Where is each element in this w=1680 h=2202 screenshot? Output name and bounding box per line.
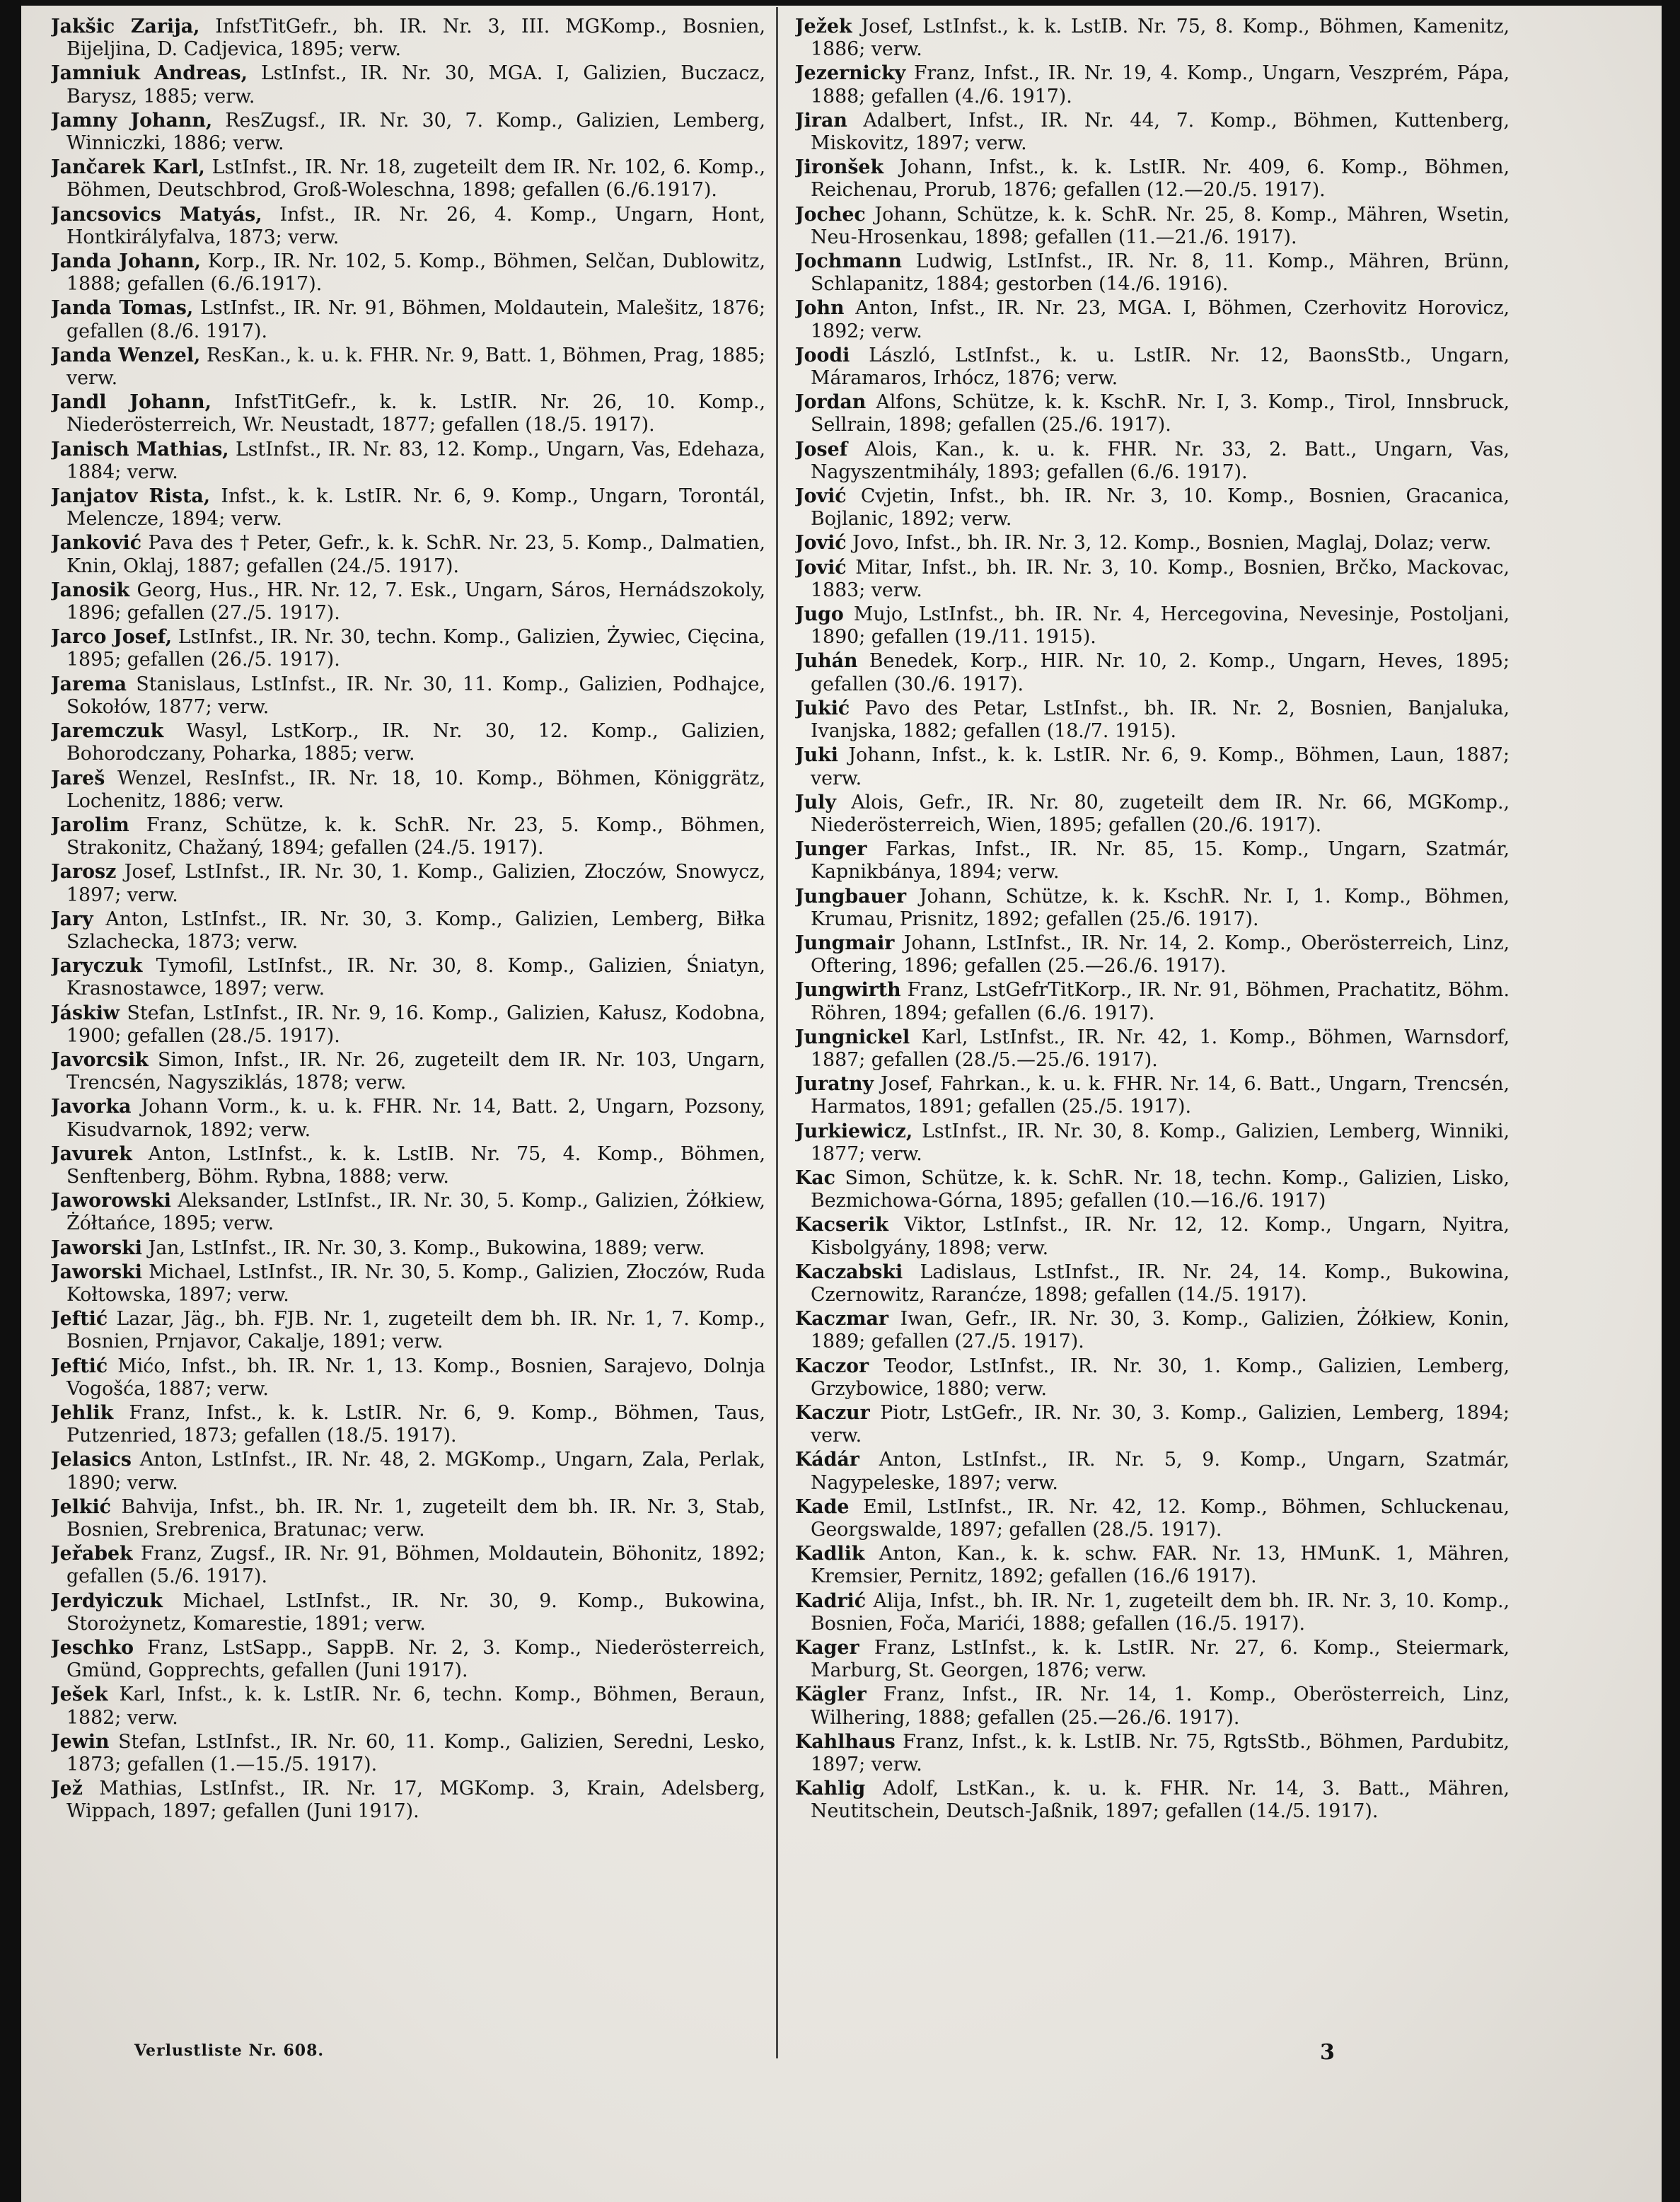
entry-name: Jamny Johann, [51,109,213,132]
entry-name: Jareš [51,767,105,789]
entry-name: Juhán [795,650,858,673]
entry-name: Jungwirth [795,979,901,1002]
entry-details: Mujo, LstInfst., bh. IR. Nr. 4, Hercegovina, Nevesinje, Postoljani, 1890; gefallen (19./11. 1915). [811,603,1510,649]
scan-border-top [0,0,1680,6]
entry-name: Jaryczuk [51,955,143,978]
entry-name: Jamniuk Andreas, [51,62,248,85]
casualty-entry [51,1684,765,1729]
casualty-entry [795,932,1510,978]
entry-details: Ludwig, LstInfst., IR. Nr. 8, 11. Komp., Mähren, Brünn, Schlapanitz, 1884; gestorben (14./6. 1916). [811,250,1510,296]
entry-name: Jakšic Zarija, [51,16,200,37]
casualty-entry [795,156,1510,202]
casualty-entry [795,1026,1510,1072]
casualty-entry [51,1355,765,1401]
casualty-entry [51,673,765,719]
entry-details: Infst., IR. Nr. 26, 4. Komp., Ungarn, Hont, Hontkirályfalva, 1873; verw. [66,203,765,248]
entry-name: Jaremczuk [51,720,164,743]
entry-details: LstInfst., IR. Nr. 30, 8. Komp., Galizien, Lemberg, Winniki, 1877; verw. [811,1120,1510,1165]
entry-name: Jewin [51,1730,110,1753]
entry-name: Jungbauer [795,885,907,908]
casualty-entry [51,1261,765,1306]
entry-details: Johann, Infst., k. k. LstIR. Nr. 6, 9. Komp., Böhmen, Laun, 1887; verw. [811,744,1510,789]
entry-details: Anton, Infst., IR. Nr. 23, MGA. I, Böhmen, Czerhovitz Horovicz, 1892; verw. [811,297,1510,342]
entry-name: Jarosz [51,861,117,883]
entry-details: Emil, LstInfst., IR. Nr. 42, 12. Komp., Böhmen, Schluckenau, Georgswalde, 1897; gefallen (28./5. 1917). [811,1495,1510,1541]
entry-details: Adolf, LstKan., k. u. k. FHR. Nr. 14, 3. Batt., Mähren, Neutitschein, Deutsch-Jaßnik, 1897; gefallen (14./5. 1917). [811,1778,1510,1823]
entry-name: Jarema [51,673,127,695]
casualty-entry [795,1496,1510,1541]
entry-name: Jukić [795,697,850,719]
entry-details: Stefan, LstInfst., IR. Nr. 9, 16. Komp., Galizien, Kałusz, Kodobna, 1900; gefallen (28./5. 1917). [66,1002,765,1047]
casualty-entry [795,204,1510,249]
casualty-entry [51,1778,765,1823]
casualty-entry [795,1637,1510,1682]
entry-name: Kahlig [795,1778,866,1800]
entry-name: Jović [795,532,847,555]
entry-details: Cvjetin, Infst., bh. IR. Nr. 3, 10. Komp., Bosnien, Gracanica, Bojlanic, 1892; verw. [811,485,1510,531]
casualty-entry [795,1355,1510,1401]
entry-name: Jeftić [51,1308,108,1331]
casualty-entry [51,814,765,859]
casualty-entry [795,439,1510,484]
entry-details: Johann, Infst., k. k. LstIR. Nr. 409, 6. Komp., Böhmen, Reichenau, Prorub, 1876; gefallen (12.—20./5. 1917). [811,156,1510,202]
casualty-entry [795,1120,1510,1166]
entry-name: Jironšek [795,156,884,179]
entry-details: Iwan, Gefr., IR. Nr. 30, 3. Komp., Galizien, Żółkiew, Konin, 1889; gefallen (27./5. 1917). [811,1308,1510,1353]
casualty-entry [795,1308,1510,1353]
entry-details: Wenzel, ResInfst., IR. Nr. 18, 10. Komp., Böhmen, Königgrätz, Lochenitz, 1886; verw. [66,767,765,812]
entry-name: Kaczmar [795,1308,889,1331]
entry-name: Jungmair [795,932,895,954]
casualty-entry [795,1731,1510,1776]
casualty-entry [51,110,765,155]
entry-details: ResKan., k. u. k. FHR. Nr. 9, Batt. 1, Böhmen, Prag, 1885; verw. [66,344,765,390]
casualty-entry [795,1543,1510,1588]
entry-details: Karl, Infst., k. k. LstIR. Nr. 6, techn. Komp., Böhmen, Beraun, 1882; verw. [66,1684,765,1729]
entry-details: Franz, Zugsf., IR. Nr. 91, Böhmen, Moldautein, Böhonitz, 1892; gefallen (5./6. 1917). [66,1543,765,1588]
entry-name: Jović [795,485,847,508]
casualty-entry [795,16,1510,61]
casualty-entry [51,1590,765,1635]
entry-name: Jeschko [51,1637,134,1659]
entry-name: Jaworski [51,1261,142,1283]
right-column [795,16,1510,2067]
entry-details: Anton, LstInfst., IR. Nr. 48, 2. MGKomp., Ungarn, Zala, Perlak, 1890; verw. [66,1449,765,1494]
casualty-entry [795,697,1510,743]
entry-details: Adalbert, Infst., IR. Nr. 44, 7. Komp., Böhmen, Kuttenberg, Miskovitz, 1897; verw. [811,109,1510,155]
entry-details: Teodor, LstInfst., IR. Nr. 30, 1. Komp., Galizien, Lemberg, Grzybowice, 1880; verw. [811,1355,1510,1400]
entry-details: Anton, LstInfst., k. k. LstIB. Nr. 75, 4. Komp., Böhmen, Senftenberg, Böhm. Rybna, 1888; verw. [66,1142,765,1188]
casualty-entry [51,1049,765,1094]
entry-details: Franz, LstInfst., k. k. LstIR. Nr. 27, 6. Komp., Steiermark, Marburg, St. Georgen, 1876; verw. [811,1637,1510,1682]
casualty-entry [51,908,765,954]
entry-details: LstInfst., IR. Nr. 30, MGA. I, Galizien, Buczacz, Barysz, 1885; verw. [66,62,765,108]
entry-details: Farkas, Infst., IR. Nr. 85, 15. Komp., Ungarn, Szatmár, Kapnikbánya, 1894; verw. [811,838,1510,883]
entry-name: Jović [795,556,847,579]
scan-border-left [0,0,21,2202]
left-column [51,16,765,2067]
casualty-entry [51,1143,765,1188]
entry-details: Simon, Infst., IR. Nr. 26, zugeteilt dem IR. Nr. 103, Ungarn, Trencsén, Nagysziklás, 1878; verw. [66,1048,765,1094]
casualty-entry [795,1073,1510,1118]
entry-details: Josef, LstInfst., k. k. LstIB. Nr. 75, 8. Komp., Böhmen, Kamenitz, 1886; verw. [811,16,1510,61]
casualty-entry [51,1190,765,1235]
casualty-entry [795,62,1510,108]
entry-name: Janosik [51,579,130,601]
entry-name: Kager [795,1637,859,1659]
casualty-entry [51,250,765,296]
casualty-entry [51,1002,765,1048]
entry-name: Josef [795,438,848,460]
entry-details: Stanislaus, LstInfst., IR. Nr. 30, 11. Komp., Galizien, Podhajce, Sokołów, 1877; verw. [66,673,765,718]
entry-details: Alois, Kan., k. u. k. FHR. Nr. 33, 2. Batt., Ungarn, Vas, Nagyszentmihály, 1893; gefallen (6./6. 1917). [811,438,1510,483]
entry-name: Kaczur [795,1401,870,1424]
casualty-entry [51,532,765,577]
entry-details: Jan, LstInfst., IR. Nr. 30, 3. Komp., Bukowina, 1889; verw. [141,1236,705,1259]
casualty-entry [795,1449,1510,1494]
entry-name: Jaworowski [51,1190,171,1212]
entry-name: Jeftić [51,1355,108,1377]
entry-details: Jovo, Infst., bh. IR. Nr. 3, 12. Komp., Bosnien, Maglaj, Dolaz; verw. [846,532,1492,555]
entry-details: Aleksander, LstInfst., IR. Nr. 30, 5. Komp., Galizien, Żółkiew, Żółtańce, 1895; verw. [66,1190,765,1235]
entry-name: Jež [51,1778,83,1800]
casualty-entry [51,62,765,108]
casualty-entry [51,297,765,342]
entry-details: Anton, LstInfst., IR. Nr. 30, 3. Komp., Galizien, Lemberg, Biłka Szlachecka, 1873; verw. [66,908,765,953]
casualty-entry [795,1684,1510,1729]
casualty-entry [51,1096,765,1141]
entry-details: Piotr, LstGefr., IR. Nr. 30, 3. Komp., Galizien, Lemberg, 1894; verw. [811,1401,1510,1447]
entry-details: Karl, LstInfst., IR. Nr. 42, 1. Komp., Böhmen, Warnsdorf, 1887; gefallen (28./5.—25./6. 1917). [811,1026,1510,1071]
casualty-entry [795,297,1510,342]
casualty-entry [795,391,1510,436]
entry-name: Jochmann [795,250,903,273]
casualty-entry [51,1237,765,1260]
casualty-entry [51,1543,765,1588]
entry-name: Juki [795,744,838,767]
entry-name: Ješek [51,1684,108,1706]
casualty-entry [795,1214,1510,1259]
casualty-entry [795,110,1510,155]
entry-name: Jelasics [51,1449,132,1471]
entry-details: Pava des † Peter, Gefr., k. k. SchR. Nr. 23, 5. Komp., Dalmatien, Knin, Oklaj, 1887; gefallen (24./5. 1917). [66,532,765,577]
entry-name: Jarolim [51,813,129,836]
entry-details: Viktor, LstInfst., IR. Nr. 12, 12. Komp., Ungarn, Nyitra, Kisbolgyány, 1898; verw. [811,1214,1510,1259]
entry-name: Janisch Mathias, [51,438,229,460]
casualty-entry [795,344,1510,390]
entry-name: Juratny [795,1073,874,1096]
entry-details: Franz, Schütze, k. k. SchR. Nr. 23, 5. Komp., Böhmen, Strakonitz, Chažaný, 1894; gefallen (24./5. 1917). [66,813,765,859]
entry-name: Janda Johann, [51,250,202,273]
entry-details: Franz, Infst., k. k. LstIR. Nr. 6, 9. Komp., Böhmen, Taus, Putzenried, 1873; gefallen (18./5. 1917). [66,1401,765,1447]
casualty-entry [795,250,1510,296]
entry-details: Bahvija, Infst., bh. IR. Nr. 1, zugeteilt dem bh. IR. Nr. 3, Stab, Bosnien, Srebrenica, Bratunac; verw. [66,1495,765,1541]
casualty-entry [51,720,765,765]
entry-details: Korp., IR. Nr. 102, 5. Komp., Böhmen, Selčan, Dublowitz, 1888; gefallen (6./6.1917). [66,250,765,296]
casualty-entry [51,1308,765,1353]
entry-name: Ježek [795,16,852,37]
entry-name: July [795,791,836,813]
casualty-entry [51,485,765,531]
casualty-entry [795,744,1510,789]
casualty-entry [795,532,1510,555]
entry-details: Franz, Infst., IR. Nr. 19, 4. Komp., Ungarn, Veszprém, Pápa, 1888; gefallen (4./6. 1917). [811,62,1510,108]
column-divider [776,7,778,2058]
entry-details: Tymofil, LstInfst., IR. Nr. 30, 8. Komp., Galizien, Śniatyn, Krasnostawce, 1897; verw. [66,955,765,1000]
entry-name: Janjatov Rista, [51,485,211,508]
entry-details: Anton, LstInfst., IR. Nr. 5, 9. Komp., Ungarn, Szatmár, Nagypeleske, 1897; verw. [811,1449,1510,1494]
entry-name: Jungnickel [795,1026,910,1048]
entry-details: Infst., k. k. LstIR. Nr. 6, 9. Komp., Ungarn, Torontál, Melencze, 1894; verw. [66,485,765,531]
casualty-entry [795,979,1510,1024]
casualty-entry [51,16,765,61]
casualty-entry [795,485,1510,531]
entry-name: Kahlhaus [795,1730,896,1753]
casualty-entry [51,391,765,436]
entry-name: Kaczor [795,1355,869,1377]
entry-name: Junger [795,838,867,861]
entry-details: Michael, LstInfst., IR. Nr. 30, 5. Komp., Galizien, Złoczów, Ruda Kołtowska, 1897; verw. [66,1261,765,1306]
entry-name: Kac [795,1166,835,1189]
entry-details: Johann Vorm., k. u. k. FHR. Nr. 14, Batt. 2, Ungarn, Pozsony, Kisudvarnok, 1892; verw. [66,1096,765,1141]
entry-name: Jochec [795,203,866,226]
entry-details: Anton, Kan., k. k. schw. FAR. Nr. 13, HMunK. 1, Mähren, Kremsier, Pernitz, 1892; gefallen (16./6 1917). [811,1543,1510,1588]
casualty-entry [795,886,1510,931]
entry-details: ResZugsf., IR. Nr. 30, 7. Komp., Galizien, Lemberg, Winniczki, 1886; verw. [66,109,765,155]
entry-name: Kade [795,1495,850,1518]
entry-details: LstInfst., IR. Nr. 83, 12. Komp., Ungarn, Vas, Edehaza, 1884; verw. [66,438,765,483]
entry-name: Janda Tomas, [51,297,194,320]
casualty-entry [51,1637,765,1682]
casualty-entry [795,1261,1510,1306]
entry-details: Josef, Fahrkan., k. u. k. FHR. Nr. 14, 6. Batt., Ungarn, Trencsén, Harmatos, 1891; gefallen (25./5. 1917). [811,1073,1510,1118]
entry-name: Jary [51,908,93,930]
page-number: 3 [1320,2040,1335,2065]
entry-details: Georg, Hus., HR. Nr. 12, 7. Esk., Ungarn, Sáros, Hernádszokoly, 1896; gefallen (27./5. 1917). [66,579,765,625]
entry-name: Jehlik [51,1401,114,1424]
entry-name: Jerdyiczuk [51,1589,163,1612]
casualty-entry [51,955,765,1000]
entry-details: Simon, Schütze, k. k. SchR. Nr. 18, techn. Komp., Galizien, Lisko, Bezmichowa-Górna, 1895; gefallen (10.—16./6. 1917) [811,1166,1510,1212]
entry-name: Jezernicky [795,62,906,85]
casualty-entry [51,861,765,906]
footer-list-number: Verlustliste Nr. 608. [134,2041,325,2060]
casualty-entry [51,767,765,813]
entry-name: Jáskiw [51,1002,120,1024]
casualty-entry [795,792,1510,837]
casualty-entry [51,1731,765,1776]
casualty-entry [51,579,765,625]
entry-name: Janda Wenzel, [51,344,201,366]
entry-name: Jančarek Karl, [51,156,205,179]
entry-details: LstInfst., IR. Nr. 91, Böhmen, Moldautein, Malešitz, 1876; gefallen (8./6. 1917). [66,297,765,342]
entry-details: Mathias, LstInfst., IR. Nr. 17, MGKomp. 3, Krain, Adelsberg, Wippach, 1897; gefallen (Juni 1917). [66,1778,765,1823]
casualty-entry [51,1449,765,1494]
entry-name: Kaczabski [795,1261,903,1283]
entry-name: Joodi [795,344,850,366]
entry-name: Jordan [795,391,867,414]
entry-details: Ladislaus, LstInfst., IR. Nr. 24, 14. Komp., Bukowina, Czernowitz, Raranćze, 1898; gefallen (14./5. 1917). [811,1261,1510,1306]
entry-name: Jaworski [51,1236,142,1259]
entry-name: Kádár [795,1449,859,1471]
entry-name: Kacserik [795,1214,888,1236]
entry-name: Javorcsik [51,1048,149,1071]
entry-name: Jancsovics Matyás, [51,203,262,226]
entry-details: Johann, Schütze, k. k. SchR. Nr. 25, 8. Komp., Mähren, Wsetin, Neu-Hrosenkau, 1898; gefallen (11.—21./6. 1917). [811,203,1510,248]
entry-details: Lazar, Jäg., bh. FJB. Nr. 1, zugeteilt dem bh. IR. Nr. 1, 7. Komp., Bosnien, Prnjavor, Cakalje, 1891; verw. [66,1308,765,1353]
entry-name: Janković [51,532,142,555]
entry-details: Franz, LstGefrTitKorp., IR. Nr. 91, Böhmen, Prachatitz, Böhm. Röhren, 1894; gefallen (6./6. 1917). [811,979,1510,1024]
entry-details: Mićo, Infst., bh. IR. Nr. 1, 13. Komp., Bosnien, Sarajevo, Dolnja Vogošća, 1887; verw. [66,1355,765,1400]
casualty-entry [795,650,1510,695]
casualty-entry [795,1167,1510,1212]
entry-details: Franz, Infst., IR. Nr. 14, 1. Komp., Oberösterreich, Linz, Wilhering, 1888; gefallen (25.—26./6. 1917). [811,1684,1510,1729]
casualty-entry [51,626,765,671]
entry-name: Jugo [795,603,844,626]
entry-name: Jarco Josef, [51,626,173,649]
entry-name: Jeřabek [51,1543,133,1565]
casualty-entry [795,1778,1510,1823]
entry-name: Javurek [51,1142,132,1165]
entry-details: Pavo des Petar, LstInfst., bh. IR. Nr. 2, Bosnien, Banjaluka, Ivanjska, 1882; gefallen (18./7. 1915). [811,697,1510,743]
entry-details: Franz, LstSapp., SappB. Nr. 2, 3. Komp., Niederösterreich, Gmünd, Gopprechts, gefallen (Juni 1917). [66,1637,765,1682]
entry-details: LstInfst., IR. Nr. 30, techn. Komp., Galizien, Żywiec, Cięcina, 1895; gefallen (26./5. 1917). [66,626,765,671]
casualty-entry [51,156,765,202]
entry-details: InfstTitGefr., bh. IR. Nr. 3, III. MGKomp., Bosnien, Bijeljina, D. Cadjevica, 1895; verw. [66,16,765,61]
entry-details: Alija, Infst., bh. IR. Nr. 1, zugeteilt dem bh. IR. Nr. 3, 10. Komp., Bosnien, Foča, Marići, 1888; gefallen (16./5. 1917). [811,1589,1510,1635]
entry-name: Jelkić [51,1495,111,1518]
entry-details: Wasyl, LstKorp., IR. Nr. 30, 12. Komp., Galizien, Bohorodczany, Poharka, 1885; verw. [66,720,765,765]
entry-name: John [795,297,845,320]
casualty-entry [51,204,765,249]
entry-details: LstInfst., IR. Nr. 18, zugeteilt dem IR. Nr. 102, 6. Komp., Böhmen, Deutschbrod, Groß-Woleschna, 1898; gefallen (6./6.1917). [66,156,765,202]
entry-name: Jandl Johann, [51,391,212,414]
entry-details: InfstTitGefr., k. k. LstIR. Nr. 26, 10. Komp., Niederösterreich, Wr. Neustadt, 1877; gefallen (18./5. 1917). [66,391,765,436]
entry-details: Franz, Infst., k. k. LstIB. Nr. 75, RgtsStb., Böhmen, Pardubitz, 1897; verw. [811,1730,1510,1776]
casualty-entry [795,1402,1510,1447]
casualty-entry [795,557,1510,602]
entry-name: Kägler [795,1684,867,1706]
casualty-entry [795,603,1510,649]
casualty-entry [795,838,1510,883]
entry-details: Alois, Gefr., IR. Nr. 80, zugeteilt dem IR. Nr. 66, MGKomp., Niederösterreich, Wien, 1895; gefallen (20./6. 1917). [811,791,1510,836]
casualty-entry [51,1402,765,1447]
entry-details: Michael, LstInfst., IR. Nr. 30, 9. Komp., Bukowina, Storożynetz, Komarestie, 1891; verw. [66,1589,765,1635]
casualty-entry [51,1496,765,1541]
entry-details: Johann, Schütze, k. k. KschR. Nr. I, 1. Komp., Böhmen, Krumau, Prisnitz, 1892; gefallen (25./6. 1917). [811,885,1510,930]
entry-details: Josef, LstInfst., IR. Nr. 30, 1. Komp., Galizien, Złoczów, Snowycz, 1897; verw. [66,861,765,906]
casualty-entry [51,344,765,390]
entry-details: Mitar, Infst., bh. IR. Nr. 3, 10. Komp., Bosnien, Brčko, Mackovac, 1883; verw. [811,556,1510,601]
casualty-entry [795,1590,1510,1635]
entry-details: Stefan, LstInfst., IR. Nr. 60, 11. Komp., Galizien, Seredni, Lesko, 1873; gefallen (1.—15./5. 1917). [66,1730,765,1776]
entry-details: Alfons, Schütze, k. k. KschR. Nr. I, 3. Komp., Tirol, Innsbruck, Sellrain, 1898; gefallen (25./6. 1917). [811,391,1510,436]
entry-name: Jiran [795,109,847,132]
entry-details: Benedek, Korp., HIR. Nr. 10, 2. Komp., Ungarn, Heves, 1895; gefallen (30./6. 1917). [811,650,1510,695]
entry-name: Kadlik [795,1543,865,1565]
entry-name: Javorka [51,1096,132,1118]
casualty-entry [51,439,765,484]
scan-border-right [1662,0,1680,2202]
entry-details: László, LstInfst., k. u. LstIR. Nr. 12, BaonsStb., Ungarn, Máramaros, Irhócz, 1876; verw. [811,344,1510,390]
entry-details: Johann, LstInfst., IR. Nr. 14, 2. Komp., Oberösterreich, Linz, Oftering, 1896; gefallen (25.—26./6. 1917). [811,932,1510,978]
entry-name: Jurkiewicz, [795,1120,913,1142]
entry-name: Kadrić [795,1589,867,1612]
